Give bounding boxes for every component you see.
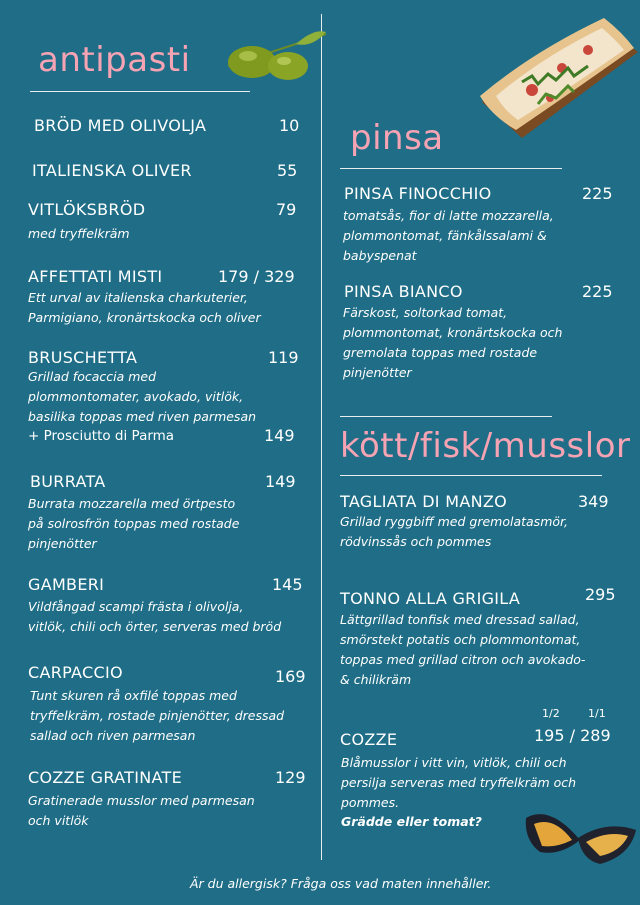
kott-underline — [340, 475, 602, 476]
item-name: COZZE GRATINATE — [28, 768, 182, 787]
item-name: AFFETTATI MISTI — [28, 267, 163, 286]
item-name: COZZE — [340, 730, 398, 749]
item-name: ITALIENSKA OLIVER — [32, 161, 192, 180]
antipasti-heading: antipasti — [38, 40, 191, 80]
kott-heading: kött/fisk/musslor — [340, 426, 631, 466]
item-name: TAGLIATA DI MANZO — [340, 492, 507, 511]
item-price: 195 / 289 — [534, 726, 611, 745]
kott-overline — [340, 416, 552, 417]
item-description: med tryffelkräm — [28, 226, 130, 241]
item-price: 225 — [582, 184, 613, 203]
item-description: tomatsås, fior di latte mozzarella, plommontomat, fänkålssalami & babyspenat — [343, 208, 554, 263]
item-name: BRÖD MED OLIVOLJA — [34, 116, 207, 135]
item-name: CARPACCIO — [28, 663, 123, 682]
item-name: PINSA FINOCCHIO — [344, 184, 492, 203]
pinsa-underline — [340, 168, 562, 169]
size-full-label: 1/1 — [588, 707, 606, 720]
item-description: Burrata mozzarella med örtpesto på solrosfrön toppas med rostade pinjenötter — [28, 496, 240, 551]
item-name: PINSA BIANCO — [344, 282, 463, 301]
allergy-footer: Är du allergisk? Fråga oss vad maten innehåller. — [190, 876, 492, 891]
item-description: Ett urval av italienska charkuterier, Parmigiano, kronärtskocka och oliver — [28, 290, 261, 325]
item-price: 169 — [275, 667, 306, 686]
item-name: TONNO ALLA GRIGILA — [340, 589, 521, 608]
item-price: 149 — [265, 472, 296, 491]
pinsa-heading: pinsa — [350, 118, 444, 158]
pinsa-image — [452, 12, 640, 140]
item-name: BRUSCHETTA — [28, 348, 138, 367]
item-question: Grädde eller tomat? — [341, 814, 482, 829]
item-name: BURRATA — [30, 472, 106, 491]
antipasti-underline — [30, 91, 250, 92]
item-price: 179 / 329 — [218, 267, 295, 286]
item-addon-price: 149 — [264, 426, 295, 445]
item-price: 129 — [275, 768, 306, 787]
item-price: 295 — [585, 585, 616, 604]
item-price: 10 — [279, 116, 300, 135]
item-description: Blåmusslor i vitt vin, vitlök, chili och persilja serveras med tryffelkräm och pommes. — [341, 755, 577, 810]
column-divider — [321, 14, 322, 860]
item-description: Tunt skuren rå oxfilé toppas med tryffelkräm, rostade pinjenötter, dressad sallad och riven parmesan — [30, 688, 285, 743]
item-price: 119 — [268, 348, 299, 367]
item-description: Lättgrillad tonfisk med dressad sallad, smörstekt potatis och plommontomat, toppas med grillad citron och avokado- & chilikräm — [340, 612, 586, 687]
item-addon: + Prosciutto di Parma — [28, 428, 175, 444]
item-price: 145 — [272, 575, 303, 594]
item-price: 55 — [277, 161, 298, 180]
olives-image — [218, 20, 330, 82]
item-description: Grillad focaccia med plommontomater, avokado, vitlök, basilika toppas med riven parmesan — [28, 369, 257, 424]
item-description: Färskost, soltorkad tomat, plommontomat, kronärtskocka och gremolata toppas med rostade pinjenötter — [343, 305, 563, 380]
size-half-label: 1/2 — [542, 707, 560, 720]
item-price: 79 — [276, 200, 297, 219]
item-price: 225 — [582, 282, 613, 301]
item-description: Vildfångad scampi frästa i olivolja, vitlök, chili och örter, serveras med bröd — [28, 599, 282, 634]
item-description: Grillad ryggbiff med gremolatasmör, rödvinssås och pommes — [340, 514, 568, 549]
item-name: VITLÖKSBRÖD — [28, 200, 146, 219]
item-description: Gratinerade musslor med parmesan och vitlök — [28, 793, 255, 828]
item-price: 349 — [578, 492, 609, 511]
item-name: GAMBERI — [28, 575, 105, 594]
